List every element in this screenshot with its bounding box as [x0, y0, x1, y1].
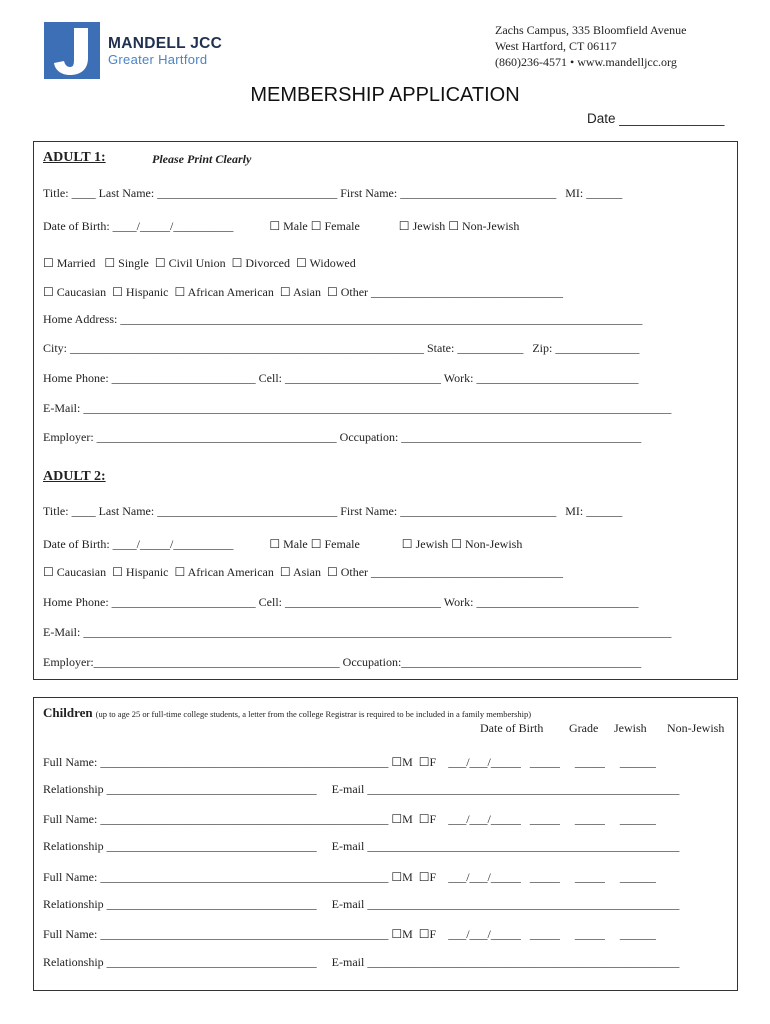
adult2-heading: ADULT 2:	[43, 469, 106, 484]
child2-relationship-row[interactable]: Relationship ___________________________________ E-mail ____________________________________________________	[43, 839, 680, 853]
adult1-address-row[interactable]: Home Address: _______________________________________________________________________________________	[43, 312, 643, 326]
address-line-3: (860)236-4571 • www.mandelljcc.org	[495, 55, 677, 69]
children-section	[33, 697, 738, 991]
adult1-phone-row[interactable]: Home Phone: ________________________ Cell: __________________________ Work: ___________________________	[43, 371, 639, 385]
logo-name: MANDELL JCC	[108, 35, 223, 52]
adult1-email-row[interactable]: E-Mail: __________________________________________________________________________________________________	[43, 401, 672, 415]
child1-relationship-row[interactable]: Relationship ___________________________________ E-mail ____________________________________________________	[43, 782, 680, 796]
child2-full-name-row[interactable]: Full Name: ________________________________________________ ☐M ☐F ___/___/_____ _____ _____ ______	[43, 812, 656, 826]
children-heading-row	[43, 705, 531, 721]
col-date-of-birth: Date of Birth	[480, 721, 544, 735]
address-line-2: West Hartford, CT 06117	[495, 39, 617, 53]
adult1-heading: ADULT 1:	[43, 150, 106, 165]
col-jewish: Jewish	[614, 721, 647, 735]
child1-full-name-row[interactable]: Full Name: ________________________________________________ ☐M ☐F ___/___/_____ _____ _____ ______	[43, 755, 656, 769]
child4-relationship-row[interactable]: Relationship ___________________________________ E-mail ____________________________________________________	[43, 955, 680, 969]
adult1-employer-row[interactable]: Employer: ________________________________________ Occupation: ________________________________________	[43, 430, 642, 444]
adult1-name-row[interactable]: Title: ____ Last Name: ______________________________ First Name: __________________________ MI: ______	[43, 186, 623, 200]
children-note: (up to age 25 or full-time college students, a letter from the college Registrar is required to be included in a family membership)	[95, 709, 532, 719]
logo-subtitle: Greater Hartford	[108, 52, 208, 67]
child4-full-name-row[interactable]: Full Name: ________________________________________________ ☐M ☐F ___/___/_____ _____ _____ ______	[43, 927, 656, 941]
adult2-name-row[interactable]: Title: ____ Last Name: ______________________________ First Name: __________________________ MI: ______	[43, 504, 623, 518]
adult2-employer-row[interactable]: Employer:_________________________________________ Occupation:________________________________________	[43, 655, 642, 669]
adult1-city-row[interactable]: City: ___________________________________________________________ State: ___________ Zip: ______________	[43, 341, 640, 355]
date-field[interactable]: Date ______________	[587, 111, 725, 126]
adult1-ethnicity-row[interactable]: ☐ Caucasian ☐ Hispanic ☐ African American ☐ Asian ☐ Other ________________________________	[43, 285, 564, 299]
page-title: MEMBERSHIP APPLICATION	[250, 84, 520, 106]
print-clearly-note: Please Print Clearly	[152, 152, 252, 166]
child3-relationship-row[interactable]: Relationship ___________________________________ E-mail ____________________________________________________	[43, 897, 680, 911]
jcc-logo-mark	[44, 22, 100, 79]
child3-full-name-row[interactable]: Full Name: ________________________________________________ ☐M ☐F ___/___/_____ _____ _____ ______	[43, 870, 656, 884]
address-line-1: Zachs Campus, 335 Bloomfield Avenue	[495, 23, 687, 37]
adult2-email-row[interactable]: E-Mail: __________________________________________________________________________________________________	[43, 625, 672, 639]
col-grade: Grade	[569, 721, 599, 735]
adult2-ethnicity-row[interactable]: ☐ Caucasian ☐ Hispanic ☐ African American ☐ Asian ☐ Other ________________________________	[43, 565, 564, 579]
adult1-dob-row[interactable]: Date of Birth: ____/_____/__________ ☐ Male ☐ Female ☐ Jewish ☐ Non-Jewish	[43, 219, 520, 233]
adult2-dob-row[interactable]: Date of Birth: ____/_____/__________ ☐ Male ☐ Female ☐ Jewish ☐ Non-Jewish	[43, 537, 523, 551]
children-heading: Children	[43, 705, 93, 720]
adult1-marital-row[interactable]: ☐ Married ☐ Single ☐ Civil Union ☐ Divorced ☐ Widowed	[43, 256, 356, 270]
col-non-jewish: Non-Jewish	[667, 721, 725, 735]
adult2-phone-row[interactable]: Home Phone: ________________________ Cell: __________________________ Work: ___________________________	[43, 595, 639, 609]
adults-section	[33, 141, 738, 680]
